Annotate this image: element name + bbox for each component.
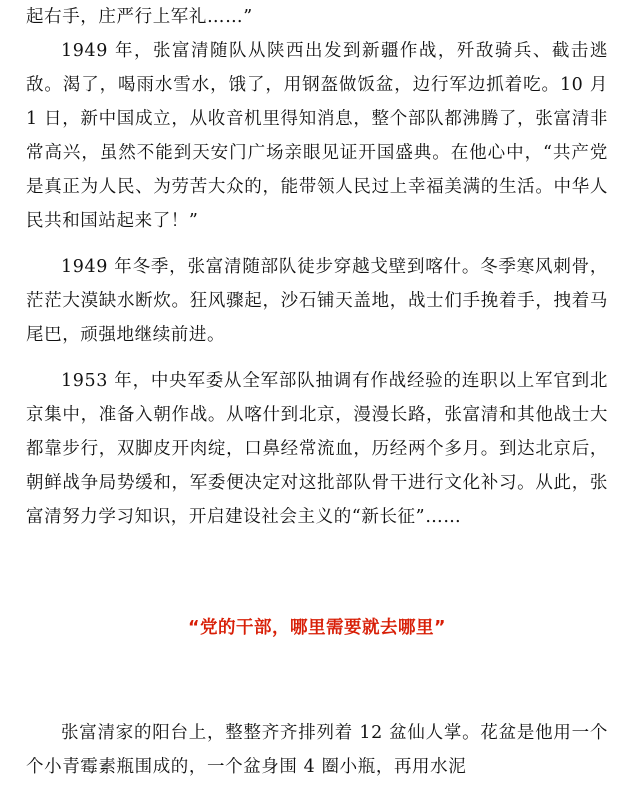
section-heading: “党的干部，哪里需要就去哪里” bbox=[187, 618, 446, 638]
paragraph-beijing-study: 1953 年，中央军委从全军部队抽调有作战经验的连职以上军官到北京集中，准备入朝作战。从喀什到北京，漫漫长路，张富清和其他战士大都靠步行，双脚皮开肉绽，口鼻经常流血，历经两个多月。到达北京后，朝鲜战争局势缓和，军委便决定对这批部队骨干进行文化补习。从此，张富清努力学习知识，开启建设社会主义的“新长征”…… bbox=[26, 371, 608, 527]
paragraph-cactus-balcony: 张富清家的阳台上，整整齐齐排列着 12 盆仙人掌。花盆是他用一个个小青霉素瓶围成的，一个盆身围 4 圈小瓶，再用水泥 bbox=[26, 723, 608, 777]
paragraph-continuation: 起右手，庄严行上军礼……” bbox=[26, 7, 253, 27]
paragraph-kashgar-march: 1949 年冬季，张富清随部队徒步穿越戈壁到喀什。冬季寒风刺骨，茫茫大漠缺水断炊。狂风骤起，沙石铺天盖地，战士们手挽着手，拽着马尾巴，顽强地继续前进。 bbox=[26, 257, 608, 345]
paragraph-xinjiang-campaign: 1949 年，张富清随队从陕西出发到新疆作战，歼敌骑兵、截击逃敌。渴了，喝雨水雪水，饿了，用钢盔做饭盆，边行军边抓着吃。10 月 1 日，新中国成立，从收音机里得知消息，整个部队都沸腾了，张富清非常高兴，虽然不能到天安门广场亲眼见证开国盛典。在他心中，“共产党是真正为人民、为劳苦大众的，能带领人民过上幸福美满的生活。中华人民共和国站起来了！” bbox=[26, 41, 608, 231]
